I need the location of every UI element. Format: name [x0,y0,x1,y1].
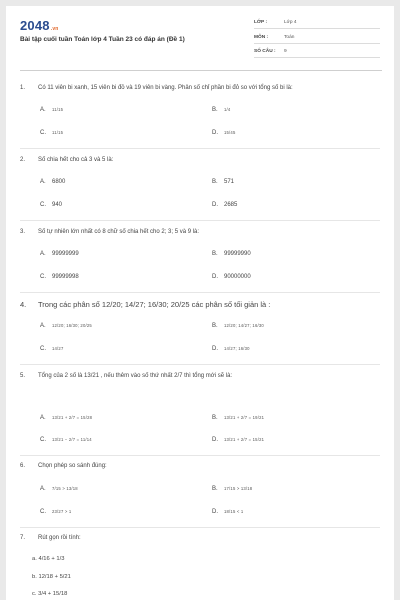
q5-option-d[interactable]: D. 13/21 + 2/7 = 15/21 [212,437,265,443]
meta-count-value: 9 [284,49,287,54]
divider [20,455,380,456]
meta-subject-value: Toán [284,35,295,40]
q3-option-a[interactable]: A. 99999999 [40,251,79,257]
meta-subject [254,31,380,44]
q7-part-c: c. 3/4 + 15/18 [32,591,68,597]
q2-option-c[interactable]: C. 940 [40,202,63,208]
q4-option-a[interactable]: A. 12/20; 16/30; 20/25 [40,323,92,329]
q1-option-b[interactable]: B. 1/4 [212,107,231,113]
header-divider [20,70,382,71]
meta-class [254,16,380,29]
question-4: 4. Trong các phân số 12/20; 14/27; 16/30; 20/25 các phân số tối giản là : [20,300,271,309]
question-2: 2. Số chia hết cho cả 3 và 5 là: [20,157,114,163]
q4-option-c[interactable]: C. 14/27 [40,346,64,352]
q1-option-c[interactable]: C. 11/15 [40,130,64,136]
question-7: 7. Rút gọn rồi tính: [20,535,81,541]
divider [20,220,380,221]
q6-option-b[interactable]: B. 17/15 > 13/18 [212,486,253,492]
q6-option-d[interactable]: D. 18/15 < 1 [212,509,244,515]
q6-option-c[interactable]: C. 23/27 > 1 [40,509,72,515]
q3-option-c[interactable]: C. 99999998 [40,274,79,280]
q5-option-b[interactable]: B. 13/21 + 2/7 = 19/21 [212,415,265,421]
q1-option-d[interactable]: D. 15/45 [212,130,236,136]
q2-option-a[interactable]: A. 6800 [40,179,66,185]
meta-subject-key: MÔN : [254,35,269,40]
q3-option-d[interactable]: D. 90000000 [212,274,251,280]
divider [20,292,380,293]
q5-option-c[interactable]: C. 13/21 − 2/7 = 11/14 [40,437,92,443]
q7-part-a: a. 4/16 + 1/3 [32,556,65,562]
q1-option-a[interactable]: A. 11/15 [40,107,64,113]
divider [20,364,380,365]
worksheet-page [6,6,394,600]
question-5: 5. Tổng của 2 số là 13/21 , nếu thêm vào số thứ nhất 2/7 thì tổng mới sẽ là: [20,373,233,379]
q5-option-a[interactable]: A. 13/21 + 2/7 = 15/28 [40,415,93,421]
question-3: 3. Số tự nhiên lớn nhất có 8 chữ số chia hết cho 2; 3; 5 và 9 là: [20,229,200,235]
q2-option-d[interactable]: D. 2685 [212,202,238,208]
q3-option-b[interactable]: B. 99999990 [212,251,251,257]
question-6: 6. Chọn phép so sánh đúng: [20,463,107,469]
divider [20,148,380,149]
meta-class-value: Lớp 4 [284,20,297,25]
meta-count-key: SỐ CÂU : [254,49,276,54]
q4-option-b[interactable]: B. 12/20; 14/27; 16/30 [212,323,264,329]
worksheet-header [6,6,394,68]
q2-option-b[interactable]: B. 571 [212,179,235,185]
divider [20,527,380,528]
q7-part-b: b. 12/18 + 5/21 [32,574,71,580]
question-1: 1. Có 11 viên bi xanh, 15 viên bi đỏ và 19 viên bi vàng. Phân số chỉ phần bi đỏ so với tổng số bi là: [20,85,293,91]
meta-class-key: LỚP : [254,20,268,25]
worksheet-title: Bài tập cuối tuần Toán lớp 4 Tuần 23 có đáp án (Đề 1) [20,36,185,43]
q4-option-d[interactable]: D. 14/27; 16/30 [212,346,250,352]
site-logo[interactable]: 2048.vn [20,18,59,33]
q6-option-a[interactable]: A. 7/15 > 13/18 [40,486,78,492]
meta-question-count [254,45,380,58]
